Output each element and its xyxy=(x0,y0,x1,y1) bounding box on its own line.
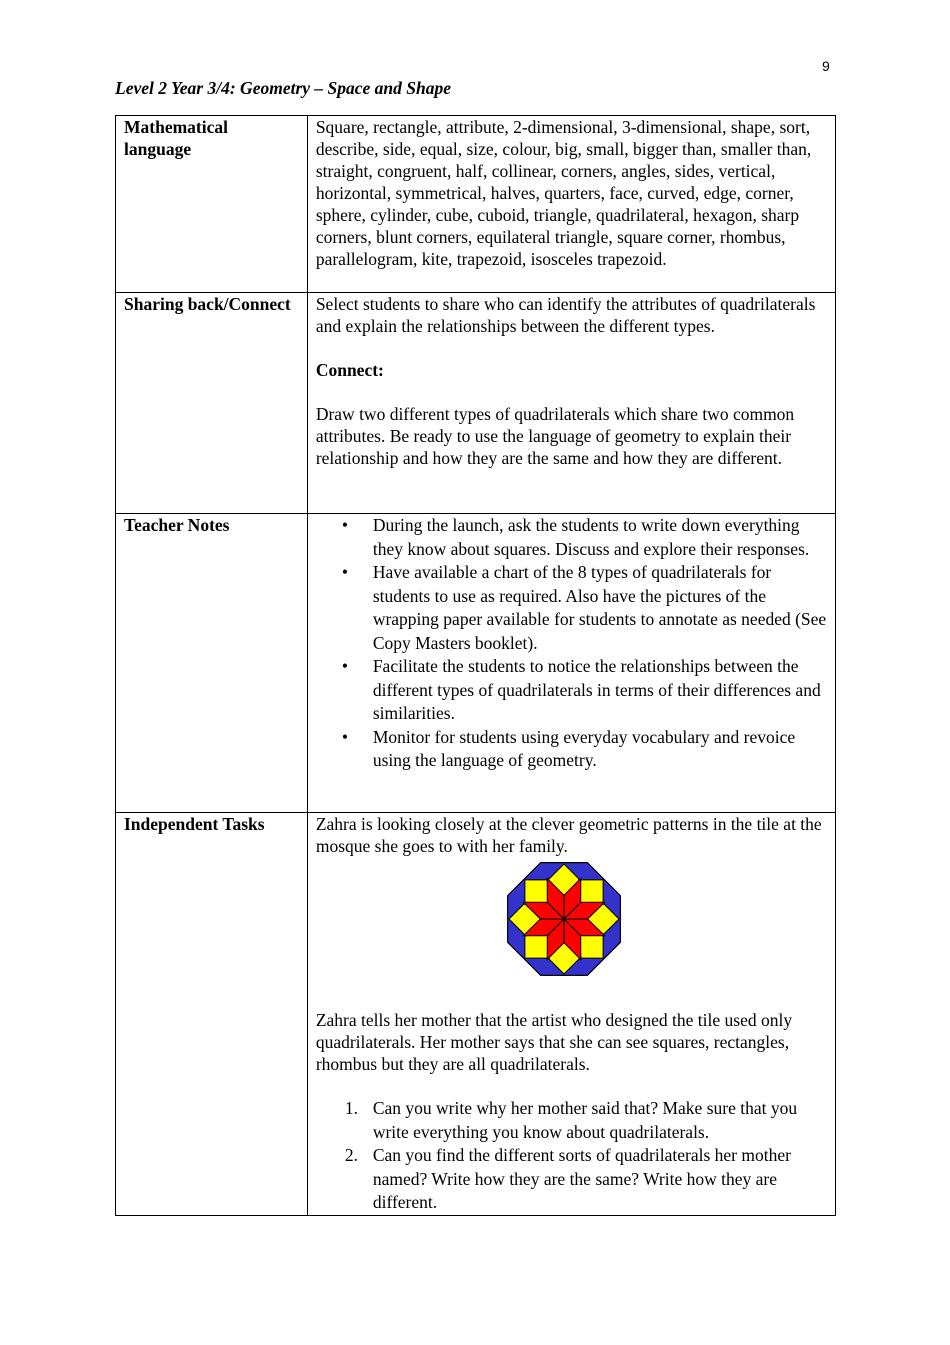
table-row xyxy=(116,813,836,1216)
tile-figure xyxy=(316,857,827,979)
list-item: • Have available a chart of the 8 types of quadrilaterals for students to use as required. Also have the pictures of the wrapping paper available for students to annotate as needed (See Copy Masters booklet). xyxy=(316,561,827,655)
tile-square xyxy=(525,934,550,959)
list-item: • During the launch, ask the students to write down everything they know about squares. Discuss and explore their responses. xyxy=(316,514,827,561)
row-label-math-language: Mathematical language xyxy=(116,116,308,293)
connect-text: Draw two different types of quadrilaterals which share two common attributes. Be ready to use the language of geometry to explain their relationship and how they are the same and how they are different. xyxy=(315,404,795,468)
teacher-notes-list xyxy=(316,514,827,773)
tile-square xyxy=(578,934,603,959)
math-language-text xyxy=(307,116,835,293)
list-item xyxy=(316,1097,827,1144)
list-item: • Facilitate the students to notice the relationships between the different types of quadrilaterals in terms of their differences and similarities. xyxy=(316,655,827,726)
tile-square xyxy=(525,880,550,905)
page-number: 9 xyxy=(822,58,830,74)
independent-intro: Zahra is looking closely at the clever geometric patterns in the tile at the mosque she goes to with her family. xyxy=(315,814,822,856)
independent-content xyxy=(307,813,835,1216)
sharing-content xyxy=(307,293,835,514)
lesson-table xyxy=(115,115,836,1216)
vocabulary-list: Square, rectangle, attribute, 2-dimensional, 3-dimensional, shape, sort, describe, side, equal, size, colour, big, small, bigger than, smaller than, straight, congruent, half, collinear, corners, angles, sides, vertical, horizontal, symmetrical, halves, quarters, face, curved, edge, corner, sphere, cylinder, cube, cuboid, triangle, quadrilateral, hexagon, sharp corners, blunt corners, equilateral triangle, square corner, rhombus, parallelogram, kite, trapezoid, isosceles trapezoid. xyxy=(315,117,812,269)
question-text: Can you write why her mother said that? Make sure that you write everything you know about quadrilaterals. xyxy=(372,1098,798,1142)
question-number: 2. xyxy=(344,1145,358,1165)
connect-heading: Connect: xyxy=(315,360,384,380)
question-number: 1. xyxy=(344,1098,358,1118)
independent-after: Zahra tells her mother that the artist who designed the tile used only quadrilaterals. Her mother says that she can see squares, rectangles, rhombus but they are all quadrilaterals. xyxy=(315,1010,793,1074)
row-label-teacher-notes: Teacher Notes xyxy=(116,514,308,813)
page-title: Level 2 Year 3/4: Geometry – Space and Shape xyxy=(115,78,452,98)
tile-square xyxy=(578,880,603,905)
table-row xyxy=(116,116,836,293)
question-text: Can you find the different sorts of quadrilaterals her mother named? Write how they are the same? Write how they are different. xyxy=(372,1145,791,1212)
teacher-notes-content xyxy=(307,514,835,813)
row-label-independent: Independent Tasks xyxy=(116,813,308,1216)
list-item xyxy=(316,1144,827,1215)
sharing-text: Select students to share who can identify the attributes of quadrilaterals and explain the relationships between the different types. xyxy=(315,294,816,336)
mosque-tile-image xyxy=(502,857,626,981)
table-row xyxy=(116,514,836,813)
question-list xyxy=(316,1097,827,1215)
list-item: • Monitor for students using everyday vocabulary and revoice using the language of geometry. xyxy=(316,726,827,773)
row-label-sharing: Sharing back/Connect xyxy=(116,293,308,514)
table-row xyxy=(116,293,836,514)
